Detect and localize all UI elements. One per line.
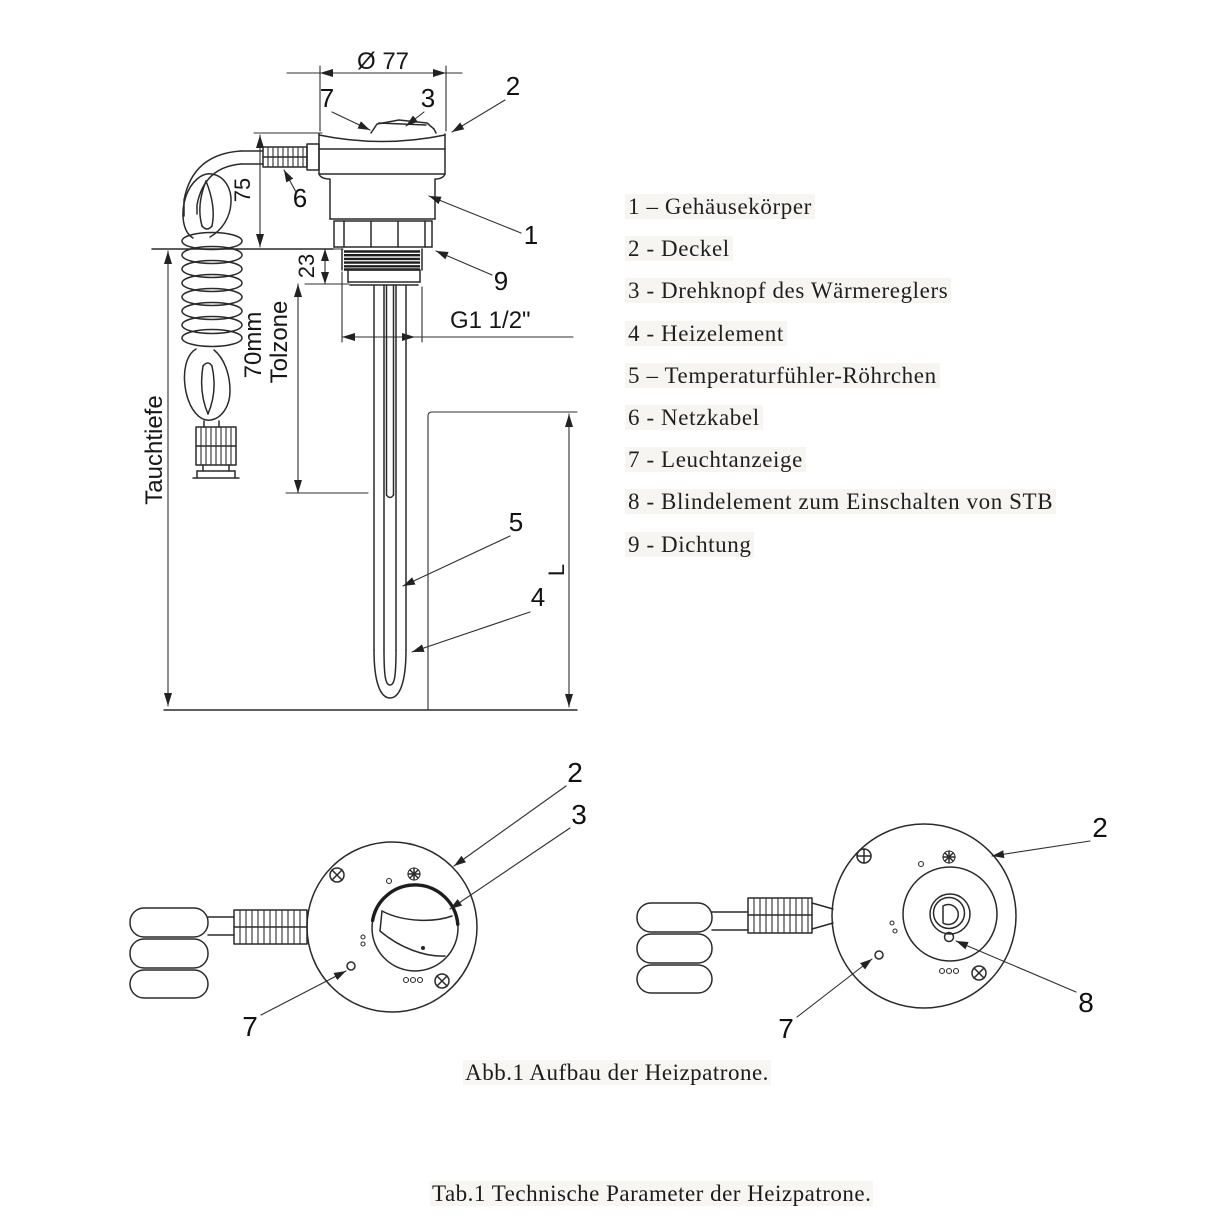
callout-2-label: 2 xyxy=(567,757,583,788)
dimension-thread-23 xyxy=(294,249,349,284)
cable-gland xyxy=(263,144,319,170)
vent-mark-icon xyxy=(943,851,955,863)
callout-2-label: 2 xyxy=(1092,812,1108,843)
callout-8-label: 8 xyxy=(1078,987,1094,1018)
callout-3-label: 3 xyxy=(571,799,587,830)
dim-thread-size-label: G1 1/2" xyxy=(450,307,531,334)
legend-item xyxy=(625,186,1056,228)
caption-table-text: Tab.1 Technische Parameter der Heizpatrone. xyxy=(432,1181,872,1206)
caption-figure-text: Abb.1 Aufbau der Heizpatrone. xyxy=(465,1060,769,1085)
mounting-thread xyxy=(342,249,422,270)
top-view-knob-installed xyxy=(130,757,587,1042)
pin-mark xyxy=(411,978,416,983)
main-drawing xyxy=(141,48,577,710)
legend-item xyxy=(625,524,1056,566)
dim-tolzone-label: Tolzone xyxy=(266,300,293,384)
legend-item xyxy=(625,397,1056,439)
power-plug xyxy=(193,421,239,478)
screw-icon xyxy=(435,974,449,988)
callout-9-label: 9 xyxy=(493,266,509,296)
legend-item-text: 7 - Leuchtanzeige xyxy=(625,447,806,472)
callout-3-label: 3 xyxy=(420,83,436,113)
screw-icon xyxy=(972,966,986,980)
indicator-lamp-icon xyxy=(875,951,883,959)
legend-item xyxy=(625,439,1056,481)
dimension-diameter xyxy=(287,48,462,131)
cap-top xyxy=(319,135,445,142)
legend-item xyxy=(625,313,1056,355)
dimension-length-L xyxy=(428,412,577,710)
legend-item xyxy=(625,355,1056,397)
hex-nut xyxy=(334,221,432,247)
legend-item xyxy=(625,270,1056,312)
callout-2-label: 2 xyxy=(505,71,521,101)
thermostat-knob-side xyxy=(371,120,436,133)
dim-L-label: L xyxy=(544,563,569,577)
screw-icon xyxy=(330,868,344,882)
thermostat-shaft-icon xyxy=(930,894,970,942)
pin-mark xyxy=(940,969,945,974)
thermostat-knob-icon xyxy=(372,885,458,971)
heater-head xyxy=(319,120,445,285)
pin-mark xyxy=(947,969,952,974)
callout-5-label: 5 xyxy=(508,507,524,537)
dim-diameter-label: Ø 77 xyxy=(356,48,410,75)
dimension-immersion-depth xyxy=(141,251,172,706)
cable-and-plug xyxy=(637,898,833,993)
legend-item xyxy=(625,228,1056,270)
callout-4-label: 4 xyxy=(530,582,546,612)
dim-75-label: 75 xyxy=(230,177,255,203)
caption-table xyxy=(430,1181,870,1207)
legend-item-text: 4 - Heizelement xyxy=(625,321,787,346)
legend-item xyxy=(625,481,1056,523)
legend-item-text: 5 – Temperaturfühler-Röhrchen xyxy=(625,363,940,388)
callout-7-label: 7 xyxy=(242,1011,258,1042)
legend-item-text: 9 - Dichtung xyxy=(625,532,754,557)
callout-7-label: 7 xyxy=(319,83,335,113)
indicator-lamp-icon xyxy=(347,962,355,970)
dim-70mm-label: 70mm xyxy=(240,311,267,379)
callout-6-label: 6 xyxy=(292,183,308,213)
pin-mark xyxy=(387,879,392,884)
legend-item-text: 2 - Deckel xyxy=(625,236,733,261)
pin-mark xyxy=(361,942,365,946)
recess-circle xyxy=(903,867,997,961)
callout-7-label: 7 xyxy=(778,1013,794,1044)
legend-item-text: 8 - Blindelement zum Einschalten von STB xyxy=(625,489,1056,514)
legend-item-text: 1 – Gehäusekörper xyxy=(625,194,815,219)
dimension-height-75 xyxy=(230,133,322,247)
dim-tauchtiefe-label: Tauchtiefe xyxy=(141,395,168,505)
pin-mark xyxy=(404,978,409,983)
cover-circle xyxy=(832,824,1016,1008)
pin-mark xyxy=(890,921,894,925)
pin-mark xyxy=(361,935,365,939)
main-callouts xyxy=(284,71,545,652)
seal-washer xyxy=(348,270,420,285)
heating-element-tube xyxy=(374,285,406,698)
legend xyxy=(625,186,1056,566)
cover-circle xyxy=(307,842,477,1012)
cable-and-plug xyxy=(130,908,307,998)
callout-1-label: 1 xyxy=(523,220,539,250)
cable-lower-loop xyxy=(184,349,230,420)
sensor-tube xyxy=(387,285,394,498)
caption-figure xyxy=(397,1060,837,1086)
legend-item-text: 6 - Netzkabel xyxy=(625,405,763,430)
pin-mark xyxy=(919,862,924,867)
cable-coil xyxy=(182,233,242,347)
pin-mark xyxy=(954,969,959,974)
screw-icon xyxy=(857,849,871,863)
top-view-knob-removed xyxy=(637,812,1108,1044)
pin-mark xyxy=(418,978,423,983)
dim-23-label: 23 xyxy=(294,253,319,279)
cable-upper-loop xyxy=(183,174,231,238)
pin-mark xyxy=(893,929,897,933)
vent-mark-icon xyxy=(408,868,420,880)
legend-item-text: 3 - Drehknopf des Wärmereglers xyxy=(625,278,951,303)
dimension-tolzone xyxy=(240,284,368,493)
